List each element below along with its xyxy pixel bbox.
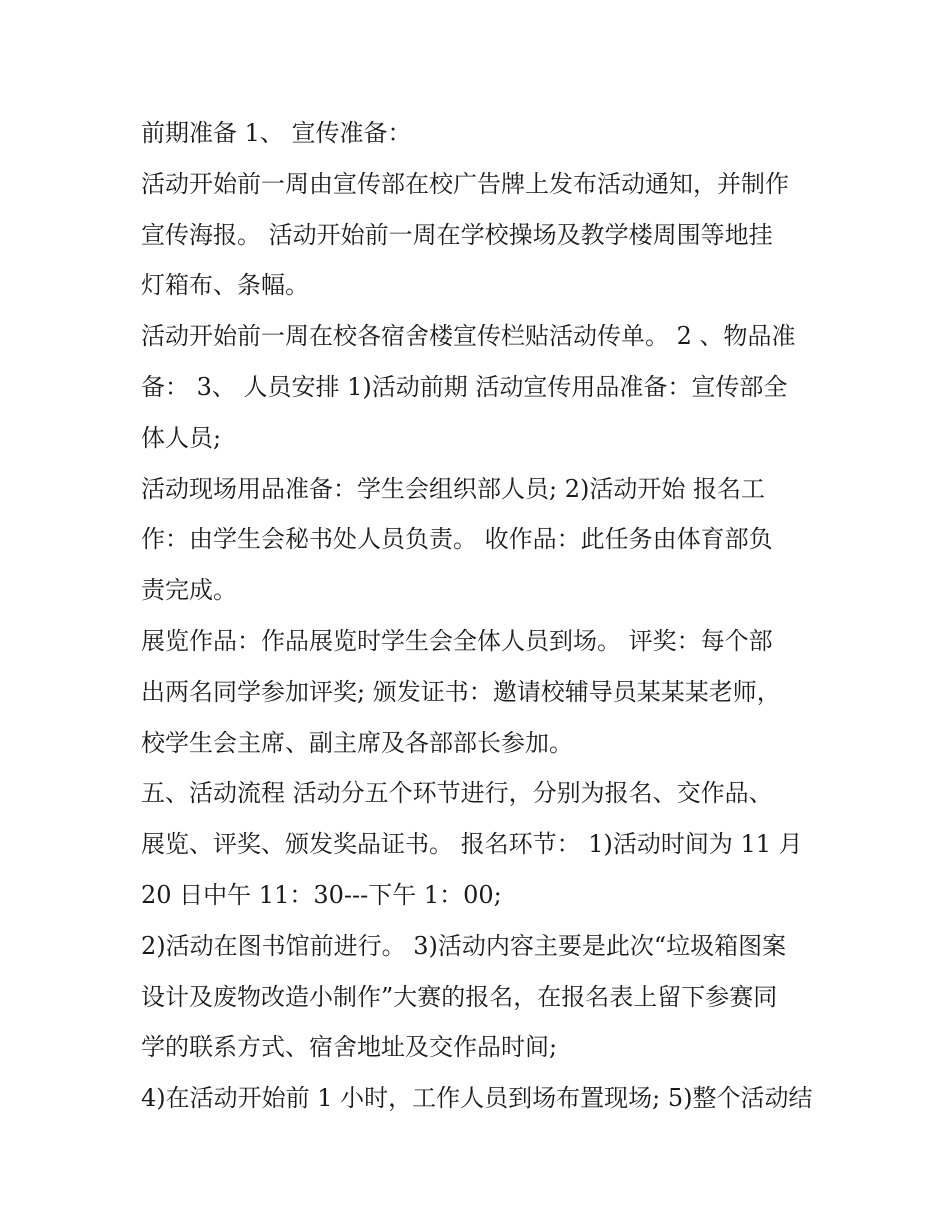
text-line: 备： 3、 人员安排 1)活动前期 活动宣传用品准备：宣传部全 bbox=[141, 372, 788, 401]
text-line: 活动现场用品准备：学生会组织部人员; 2)活动开始 报名工 bbox=[141, 474, 765, 503]
text-line: 作：由学生会秘书处人员负责。 收作品：此任务由体育部负 bbox=[141, 525, 773, 554]
text-line: 2)活动在图书馆前进行。 3)活动内容主要是此次“垃圾箱图案 bbox=[141, 931, 787, 960]
text-line: 设计及废物改造小制作”大赛的报名，在报名表上留下参赛同 bbox=[141, 982, 778, 1011]
text-line: 出两名同学参加评奖; 颁发证书：邀请校辅导员某某某老师， bbox=[141, 677, 781, 706]
text-line: 展览、评奖、颁发奖品证书。 报名环节： 1)活动时间为 11 月 bbox=[141, 830, 803, 859]
text-line: 展览作品：作品展览时学生会全体人员到场。 评奖：每个部 bbox=[141, 626, 773, 655]
text-line: 活动开始前一周在校各宿舍楼宣传栏贴活动传单。 2 、物品准 bbox=[141, 322, 796, 351]
text-line: 五、活动流程 活动分五个环节进行，分别为报名、交作品、 bbox=[141, 779, 773, 808]
text-line: 20 日中午 11：30---下午 1：00; bbox=[141, 880, 502, 909]
document-body bbox=[141, 108, 821, 1124]
text-line: 学的联系方式、宿舍地址及交作品时间; bbox=[141, 1033, 558, 1062]
text-line: 体人员; bbox=[141, 423, 222, 452]
text-line: 责完成。 bbox=[141, 576, 237, 605]
text-line: 校学生会主席、副主席及各部部长参加。 bbox=[141, 728, 573, 757]
text-line: 4)在活动开始前 1 小时，工作人员到场布置现场; 5)整个活动结 bbox=[141, 1084, 813, 1113]
text-line: 活动开始前一周由宣传部在校广告牌上发布活动通知，并制作 bbox=[141, 169, 789, 198]
text-line: 灯箱布、条幅。 bbox=[141, 271, 309, 300]
text-line: 前期准备 1、 宣传准备： bbox=[141, 119, 412, 147]
text-line: 宣传海报。 活动开始前一周在学校操场及教学楼周围等地挂 bbox=[141, 220, 773, 249]
